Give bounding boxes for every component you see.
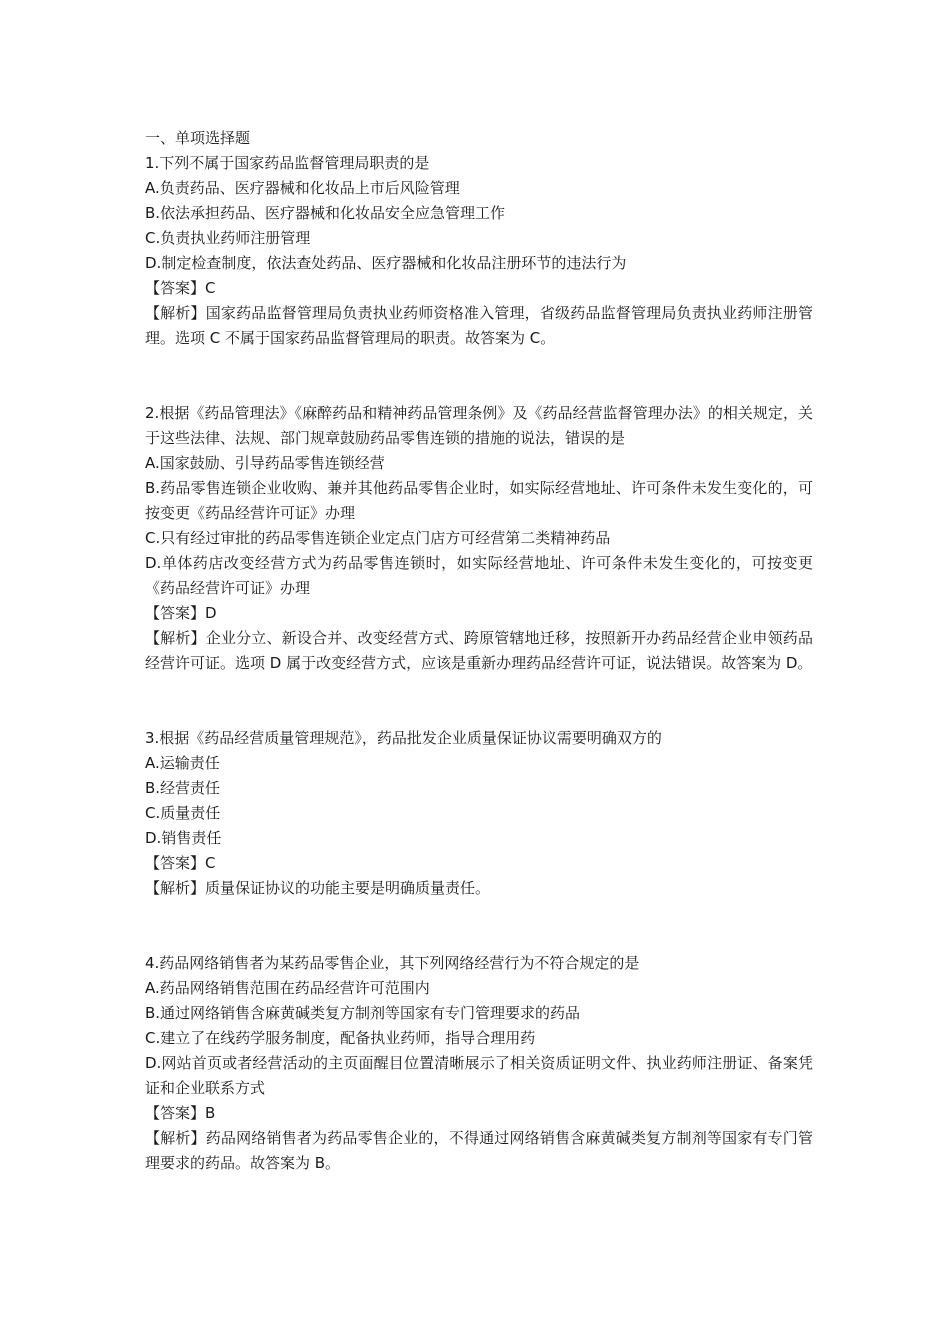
option-a: A.药品网络销售范围在药品经营许可范围内 [145,979,430,997]
option-a: A.国家鼓励、引导药品零售连锁经营 [145,454,385,472]
spacer [145,901,813,951]
option-b: B.依法承担药品、医疗器械和化妆品安全应急管理工作 [145,204,506,222]
question-4 [145,951,813,1176]
spacer [145,676,813,726]
question-2 [145,401,813,676]
option-c: C.建立了在线药学服务制度，配备执业药师，指导合理用药 [145,1029,536,1047]
option-d: D.销售责任 [145,829,222,847]
question-stem: 1.下列不属于国家药品监督管理局职责的是 [145,154,430,172]
analysis: 【解析】企业分立、新设合并、改变经营方式、跨原管辖地迁移，按照新开办药品经营企业申领药品经营许可证。选项 D 属于改变经营方式，应该是重新办理药品经营许可证，说法错误。故答案为 D。 [145,629,813,672]
option-a: A.负责药品、医疗器械和化妆品上市后风险管理 [145,179,460,197]
option-c: C.质量责任 [145,804,221,822]
option-b: B.通过网络销售含麻黄碱类复方制剂等国家有专门管理要求的药品 [145,1004,581,1022]
question-1 [145,151,813,351]
option-b: B.药品零售连锁企业收购、兼并其他药品零售企业时，如实际经营地址、许可条件未发生变化的，可按变更《药品经营许可证》办理 [145,479,813,522]
question-3 [145,726,813,901]
question-stem: 4.药品网络销售者为某药品零售企业，其下列网络经营行为不符合规定的是 [145,954,640,972]
document-content [145,126,813,1176]
analysis: 【解析】国家药品监督管理局负责执业药师资格准入管理，省级药品监督管理局负责执业药师注册管理。选项 C 不属于国家药品监督管理局的职责。故答案为 C。 [145,304,813,347]
option-c: C.负责执业药师注册管理 [145,229,311,247]
question-stem: 2.根据《药品管理法》《麻醉药品和精神药品管理条例》及《药品经营监督管理办法》的相关规定，关于这些法律、法规、部门规章鼓励药品零售连锁的措施的说法，错误的是 [145,404,813,447]
answer: 【答案】C [145,854,216,872]
option-d: D.制定检查制度，依法查处药品、医疗器械和化妆品注册环节的违法行为 [145,254,627,272]
option-d: D.网站首页或者经营活动的主页面醒目位置清晰展示了相关资质证明文件、执业药师注册证、备案凭证和企业联系方式 [145,1054,813,1097]
option-c: C.只有经过审批的药品零售连锁企业定点门店方可经营第二类精神药品 [145,529,611,547]
analysis: 【解析】质量保证协议的功能主要是明确质量责任。 [145,879,491,897]
spacer [145,351,813,401]
answer: 【答案】C [145,279,216,297]
option-d: D.单体药店改变经营方式为药品零售连锁时，如实际经营地址、许可条件未发生变化的，可按变更《药品经营许可证》办理 [145,554,813,597]
answer: 【答案】B [145,1104,216,1122]
answer: 【答案】D [145,604,217,622]
option-a: A.运输责任 [145,754,220,772]
section-title: 一、单项选择题 [145,129,251,147]
analysis: 【解析】药品网络销售者为药品零售企业的，不得通过网络销售含麻黄碱类复方制剂等国家有专门管理要求的药品。故答案为 B。 [145,1129,813,1172]
question-stem: 3.根据《药品经营质量管理规范》，药品批发企业质量保证协议需要明确双方的 [145,729,662,747]
option-b: B.经营责任 [145,779,221,797]
